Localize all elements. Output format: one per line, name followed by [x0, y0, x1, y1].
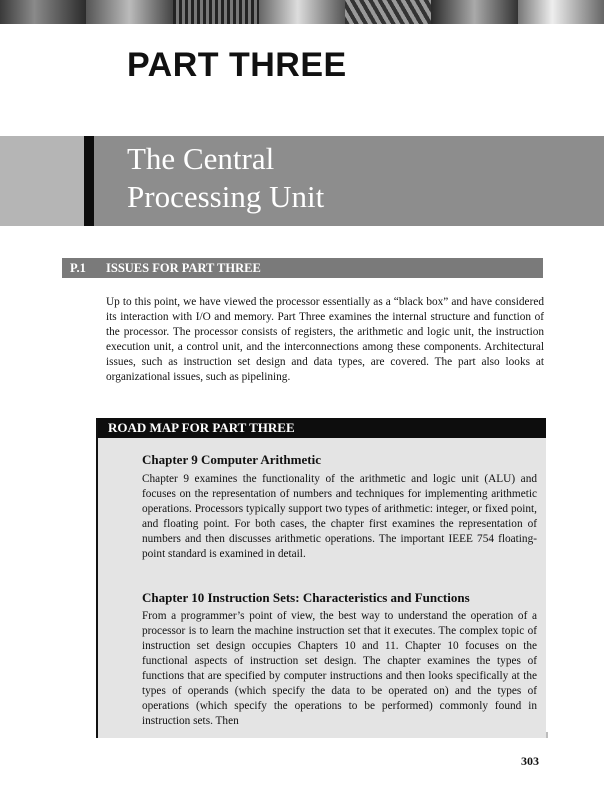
chapter-10-description: From a programmer’s point of view, the best way to understand the operation of a processor is to learn the machine instruction set that it executes. The complex topic of instruction set design occupies Chapters 10 and 11. Chapter 10 focuses on the functional aspects of instruction set design. The chapter examines the types of functions that are specified by computer instructions and then looks specifically at the types of operands (which specify the data to be operated on) and the types of operations (which specify the operations to be performed) commonly found in instruction sets. Then [142, 610, 537, 727]
road-map-box [96, 418, 546, 738]
chapter-title-line-2: Processing Unit [127, 179, 325, 214]
title-accent-bar [84, 136, 94, 226]
chapter-title [127, 140, 324, 216]
chapter-9-description: Chapter 9 examines the functionality of the arithmetic and logic unit (ALU) and focuses on the representation of numbers and techniques for implementing arithmetic operations. Processors typically support two types of arithmetic: integer, or fixed point, and floating point. For both cases, the chapter first examines the representation of numbers and then discusses arithmetic operations. The important IEEE 754 floating-point standard is examined in detail. [142, 473, 537, 560]
part-title: PART THREE [127, 46, 347, 84]
section-number: P.1 [70, 260, 86, 275]
chapter-title-line-1: The Central [127, 141, 275, 176]
chapter-10-title: Chapter 10 Instruction Sets: Characteristics and Functions [142, 590, 470, 605]
intro-paragraph: Up to this point, we have viewed the processor essentially as a “black box” and have considered its interaction with I/O and memory. Part Three examines the internal structure and function of the processor. The processor consists of registers, the arithmetic and logic unit, the instruction execution unit, a control unit, and the interconnections among these components. Architectural issues, such as instruction set design and data types, are covered. The part also looks at organizational issues, such as pipelining. [106, 296, 544, 383]
road-map-heading: ROAD MAP FOR PART THREE [98, 418, 546, 438]
header-photo-strip [0, 0, 604, 24]
section-heading [62, 258, 543, 278]
page-number: 303 [521, 754, 539, 768]
section-title: ISSUES FOR PART THREE [106, 260, 261, 275]
chapter-9-title: Chapter 9 Computer Arithmetic [142, 452, 321, 467]
